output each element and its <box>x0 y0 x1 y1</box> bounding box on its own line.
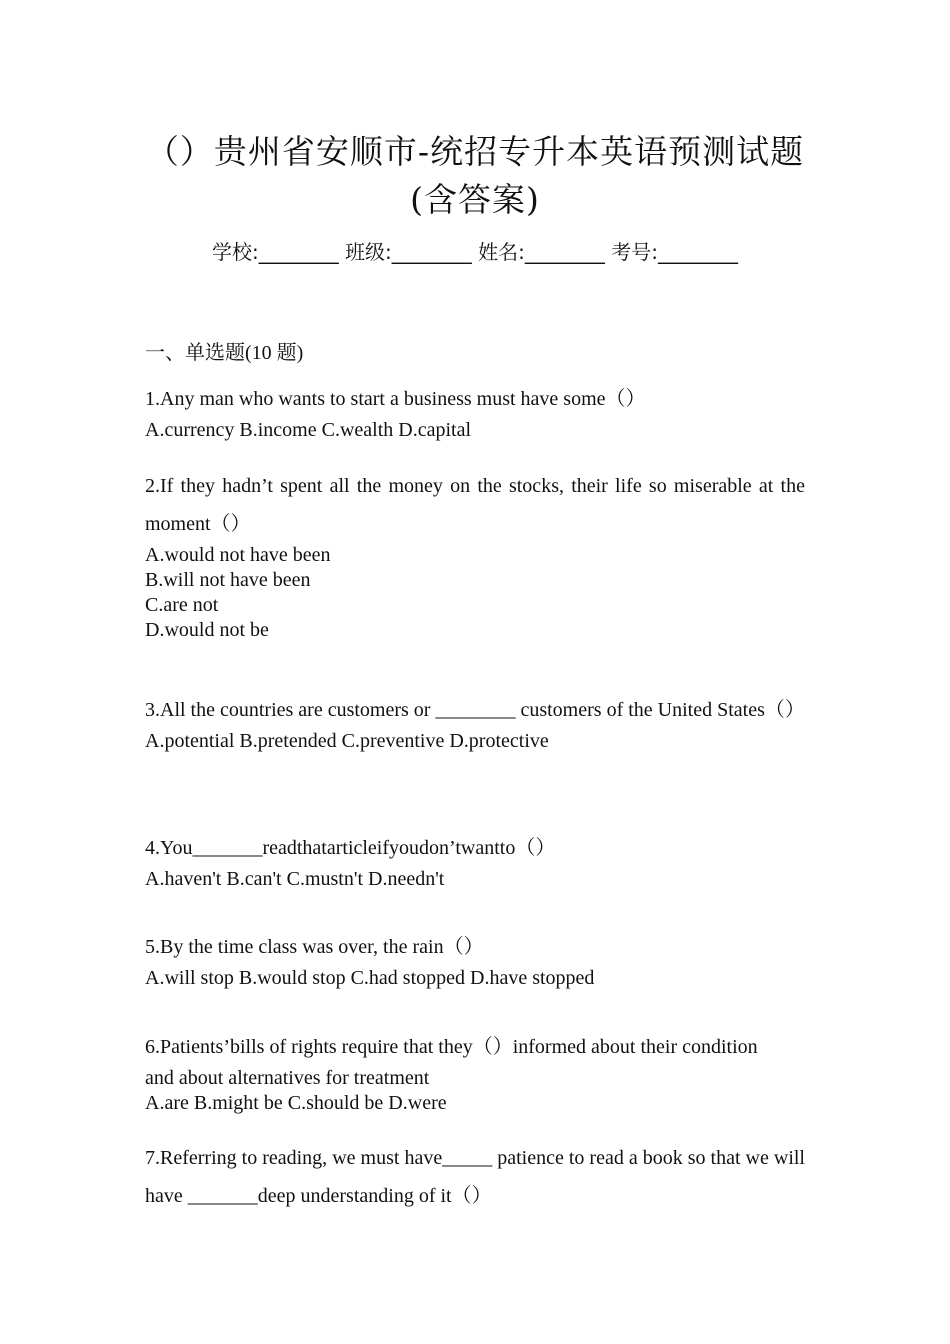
option-line: A.potential B.pretended C.preventive D.protective <box>145 730 549 752</box>
question-stem: 7.Referring to reading, we must have_____ patience to read a book so that we will have _______deep understanding of it（） <box>145 1147 805 1207</box>
document-title: （）贵州省安顺市-统招专升本英语预测试题(含答案) <box>145 132 805 219</box>
question-4 <box>145 829 805 892</box>
question-options <box>145 867 805 892</box>
section-heading: 一、单选题(10 题) <box>145 342 304 364</box>
question-options <box>145 966 805 991</box>
question-options <box>145 418 805 443</box>
option-line: A.haven't B.can't C.mustn't D.needn't <box>145 868 445 890</box>
question-stem: 5.By the time class was over, the rain（） <box>145 936 484 958</box>
option-line: A.would not have been <box>145 544 331 566</box>
question-stem: 1.Any man who wants to start a business must have some（） <box>145 388 646 410</box>
question-2 <box>145 467 805 643</box>
question-6 <box>145 1028 805 1116</box>
question-3 <box>145 691 805 754</box>
option-line: and about alternatives for treatment <box>145 1067 430 1089</box>
option-line: A.will stop B.would stop C.had stopped D.have stopped <box>145 967 595 989</box>
class-field: 班级:________ <box>345 240 472 264</box>
question-options <box>145 1066 805 1116</box>
question-options <box>145 543 805 643</box>
student-info-line <box>0 236 950 265</box>
school-field: 学校:________ <box>211 240 339 264</box>
option-line: A.are B.might be C.should be D.were <box>145 1092 447 1114</box>
question-options <box>145 729 805 754</box>
option-line: B.will not have been <box>145 569 311 591</box>
question-1 <box>145 380 805 443</box>
question-stem: 4.You_______readthatarticleifyoudon’twantto（） <box>145 837 556 859</box>
question-7 <box>145 1139 805 1215</box>
question-stem: 3.All the countries are customers or ________ customers of the United States（） <box>145 699 805 721</box>
question-stem: 2.If they hadn’t spent all the money on the stocks, their life so miserable at the moment（） <box>145 475 805 535</box>
question-stem: 6.Patients’bills of rights require that they（）informed about their condition <box>145 1036 758 1058</box>
option-line: C.are not <box>145 594 219 616</box>
question-5 <box>145 928 805 991</box>
name-field: 姓名:________ <box>478 240 605 264</box>
exam-number-field: 考号:________ <box>611 240 739 264</box>
option-line: D.would not be <box>145 619 269 641</box>
option-line: A.currency B.income C.wealth D.capital <box>145 419 471 441</box>
